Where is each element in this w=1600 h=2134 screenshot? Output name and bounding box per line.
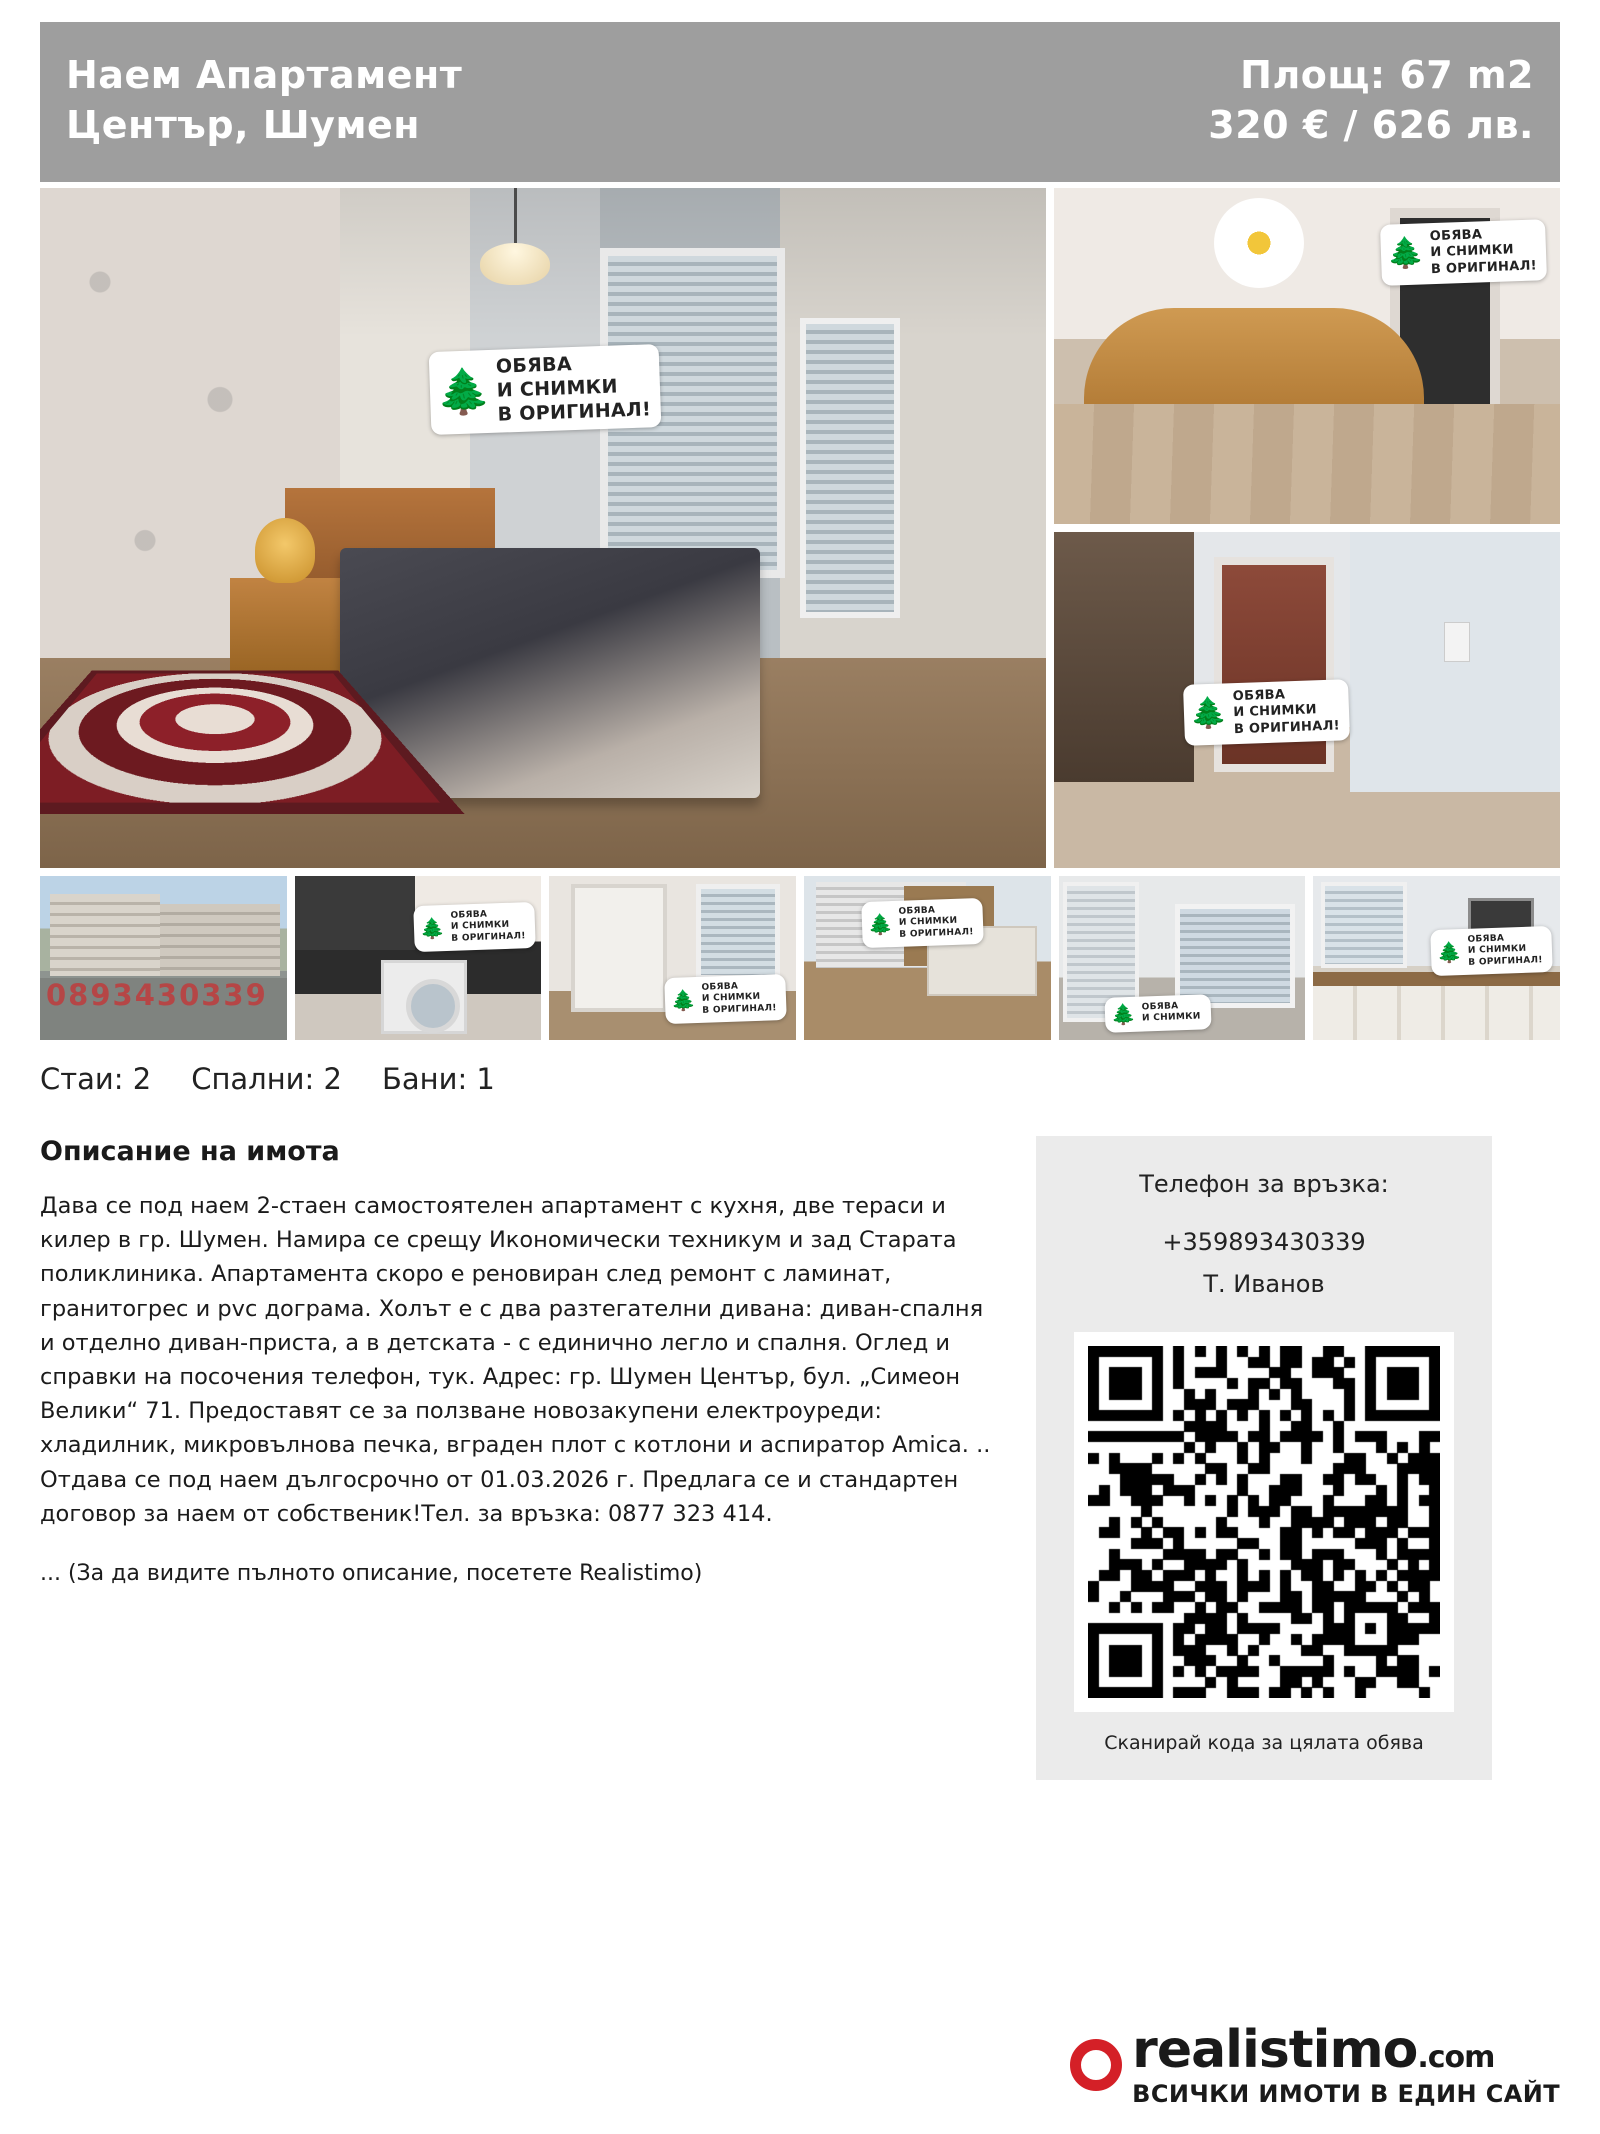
watermark-sticker-text: ОБЯВА И СНИМКИ В ОРИГИНАЛ! <box>1467 933 1543 968</box>
brand-tagline: ВСИЧКИ ИМОТИ В ЕДИН САЙТ <box>1132 2080 1560 2108</box>
watermark-sticker <box>1430 926 1553 976</box>
fact-baths: Бани: 1 <box>381 1062 495 1096</box>
table-lamp-icon <box>255 518 315 583</box>
brand-footer <box>1070 2020 1560 2108</box>
photo-room-windows[interactable] <box>1059 876 1306 1040</box>
property-facts <box>40 1062 1560 1096</box>
header-meta <box>1208 50 1534 150</box>
header-price: 320 € / 626 лв. <box>1208 103 1534 147</box>
contact-person: Т. Иванов <box>1203 1270 1325 1298</box>
washing-machine-icon <box>381 960 467 1034</box>
tree-icon: 🌲 <box>1189 695 1228 733</box>
description-more-note: ... (За да видите пълното описание, посетете Realistimo) <box>40 1560 703 1586</box>
tree-icon: 🌲 <box>867 911 894 937</box>
watermark-sticker <box>1183 679 1350 745</box>
brand-suffix: .com <box>1417 2040 1495 2075</box>
description-text: Дава се под наем 2-стаен самостоятелен апартамент с кухня, две тераси и килер в гр. Шумен. Намира се срещу Икономически техникум и зад Старата поликлиника. Апартамента скоро е реновиран след ремонт с ламинат, гранитогрес и pvc дограма. Холът е с два разтегателни дивана: диван-спалня и отделно диван-приста, а в детската - с единично легло и спалня. Оглед и справки на посочения телефон, тук. Адрес: гр. Шумен Център, бул. „Симеон Велики“ 71. Предоставят се за ползване новозакупени електроуреди: хладилник, микровълнова печка, вграден плот с котлони и аспиратор Amica. .. Отдава се под наем дългосрочно от 01.03.2026 г. Предлага се и стандартен договор за наем от собственик!Тел. за връзка: 0877 323 414. <box>40 1193 998 1527</box>
watermark-sticker <box>429 344 662 435</box>
listing-body <box>40 1136 1560 1780</box>
watermark-sticker-text: ОБЯВА И СНИМКИ В ОРИГИНАЛ! <box>495 353 652 426</box>
window-decor-2 <box>800 318 900 618</box>
tree-icon: 🌲 <box>435 365 492 419</box>
fact-rooms: Стаи: 2 <box>40 1062 152 1096</box>
watermark-sticker-text: ОБЯВА И СНИМКИ <box>1141 1000 1201 1024</box>
building-decor <box>50 894 160 976</box>
photo-building-street[interactable] <box>40 876 287 1040</box>
brand-word: realistimo <box>1132 2020 1418 2080</box>
description-title: Описание на имота <box>40 1136 340 1167</box>
header-area: Площ: 67 m2 <box>1240 52 1534 97</box>
tree-icon: 🌲 <box>419 915 446 941</box>
header-title-line2: Център, Шумен <box>66 103 421 147</box>
flower-decor <box>1214 198 1304 288</box>
qr-code[interactable] <box>1074 1332 1454 1712</box>
wall-light-decor <box>1350 532 1560 792</box>
listing-header <box>40 22 1560 182</box>
watermark-sticker-text: ОБЯВА И СНИМКИ В ОРИГИНАЛ! <box>898 905 974 940</box>
contact-panel <box>1036 1136 1492 1780</box>
photo-thumbnails <box>40 876 1560 1040</box>
tree-icon: 🌲 <box>670 988 697 1014</box>
building-decor-2 <box>160 904 280 976</box>
watermark-sticker <box>664 974 787 1024</box>
fact-bedrooms: Спални: 2 <box>191 1062 342 1096</box>
tree-icon: 🌲 <box>1386 235 1425 273</box>
photo-bedroom-2[interactable] <box>1054 188 1560 524</box>
pendant-lamp-icon <box>470 188 560 308</box>
description-column <box>40 1136 1000 1586</box>
logo-text <box>1132 2020 1560 2108</box>
qr-canvas <box>1088 1346 1440 1698</box>
header-title <box>66 50 462 150</box>
logo-o-icon <box>1070 2039 1122 2091</box>
contact-phone[interactable]: +359893430339 <box>1162 1228 1366 1256</box>
photo-balcony-storage[interactable] <box>804 876 1051 1040</box>
cabinet-decor <box>295 876 415 950</box>
photo-hallway[interactable] <box>1054 532 1560 868</box>
tree-icon: 🌲 <box>1436 939 1463 965</box>
watermark-sticker <box>413 902 536 952</box>
window-decor <box>696 884 780 980</box>
watermark-sticker-text: ОБЯВА И СНИМКИ В ОРИГИНАЛ! <box>1429 227 1537 277</box>
wall-dark-decor <box>1054 532 1194 782</box>
light-switch-icon <box>1444 622 1470 662</box>
watermark-sticker-text: ОБЯВА И СНИМКИ В ОРИГИНАЛ! <box>450 909 526 944</box>
watermark-sticker <box>1104 994 1211 1032</box>
photo-kitchen[interactable] <box>295 876 542 1040</box>
photo-bedroom-main[interactable] <box>40 188 1046 868</box>
qr-caption: Сканирай кода за цялата обява <box>1104 1732 1424 1754</box>
window-decor-2 <box>1175 904 1295 1008</box>
contact-title: Телефон за връзка: <box>1139 1170 1389 1198</box>
watermark-sticker <box>1380 219 1547 285</box>
photo-balcony-kitchenette[interactable] <box>1313 876 1560 1040</box>
photo-entrance-door[interactable] <box>549 876 796 1040</box>
tree-icon: 🌲 <box>1110 1001 1137 1027</box>
window-decor <box>1321 882 1407 968</box>
watermark-phone: 0893430339 <box>46 978 268 1012</box>
cabinets-decor <box>1313 986 1560 1040</box>
floor-decor-2 <box>1054 404 1560 524</box>
brand-name <box>1132 2020 1560 2080</box>
photo-gallery <box>40 188 1560 868</box>
watermark-sticker-text: ОБЯВА И СНИМКИ В ОРИГИНАЛ! <box>701 981 777 1016</box>
watermark-sticker-text: ОБЯВА И СНИМКИ В ОРИГИНАЛ! <box>1232 687 1341 737</box>
watermark-sticker <box>861 898 984 948</box>
door-decor <box>571 884 667 1012</box>
header-title-line1: Наем Апартамент <box>66 52 463 97</box>
gallery-side-column <box>1054 188 1560 868</box>
